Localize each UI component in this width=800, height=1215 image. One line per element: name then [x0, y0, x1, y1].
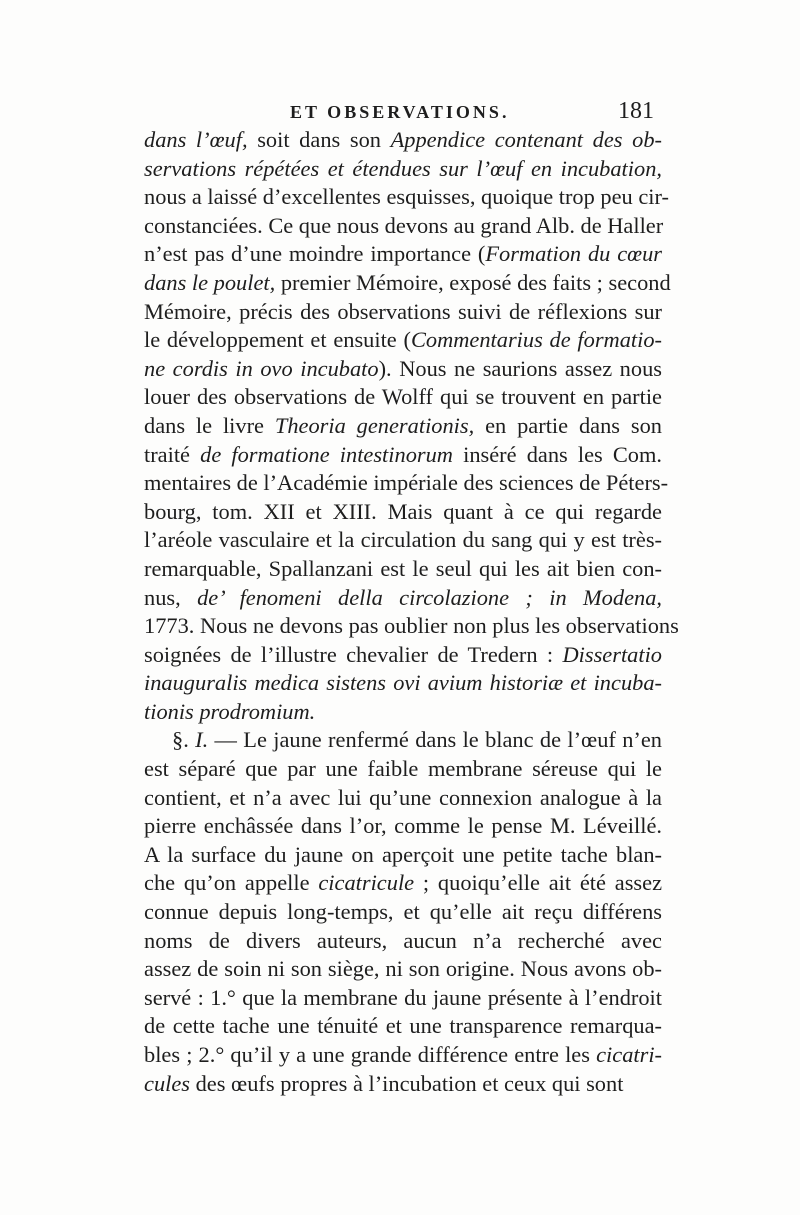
text-line — [144, 412, 662, 441]
text-run: de cette tache une ténuité et une transparence remarqua- — [144, 1013, 662, 1039]
text-run: nous a laissé d’excellentes esquisses, quoique trop peu cir- — [144, 184, 669, 210]
text-run: en partie dans son — [474, 412, 662, 438]
text-line — [144, 726, 662, 755]
text-line — [144, 784, 662, 813]
text-run: nus, — [144, 584, 198, 610]
text-line — [144, 526, 662, 555]
text-run: soignées de l’illustre chevalier de Tredern : — [144, 641, 563, 667]
text-run: ; quoiqu’elle ait été assez — [414, 870, 663, 896]
text-line — [144, 612, 679, 641]
text-run: mentaires de l’Académie impériale des sciences de Péters- — [144, 470, 669, 496]
italic-text: Formation du cœur — [485, 241, 662, 267]
text-run: traité — [144, 441, 201, 467]
text-line — [144, 1070, 662, 1099]
italic-text: inauguralis medica sistens ovi avium historiæ et incuba- — [144, 670, 662, 696]
italic-text: Dissertatio — [562, 641, 662, 667]
text-line — [144, 584, 662, 613]
text-line — [144, 240, 662, 269]
text-run: §. — [172, 727, 196, 753]
italic-text: de’ fenomeni della circolazione ; in Modena, — [197, 584, 662, 610]
text-line — [144, 869, 662, 898]
text-run: — Le jaune renfermé dans le blanc de l’œuf n’en — [208, 727, 663, 753]
text-line — [144, 641, 662, 670]
text-run: est séparé que par une faible membrane séreuse qui le — [144, 756, 662, 782]
text-run: louer des observations de Wolff qui se trouvent en partie — [144, 384, 662, 410]
text-run: bourg, tom. XII et XIII. Mais quant à ce qui regarde — [144, 498, 662, 524]
text-run: assez de soin ni son siège, ni son origine. Nous avons ob- — [144, 956, 662, 982]
text-line — [144, 212, 662, 241]
text-run: remarquable, Spallanzani est le seul qui les ait bien con- — [144, 555, 662, 581]
italic-text: dans le poulet, — [144, 269, 276, 295]
text-line — [144, 298, 662, 327]
italic-text: dans l’œuf, — [144, 127, 248, 152]
text-line — [144, 498, 662, 527]
text-line — [144, 841, 662, 870]
text-run: le développement et ensuite ( — [144, 327, 411, 353]
text-line — [144, 755, 662, 784]
text-run: contient, et n’a avec lui qu’une connexion analogue à la — [144, 784, 662, 810]
text-run: 1773. Nous ne devons pas oublier non plus les observations — [144, 613, 679, 639]
body-text — [144, 126, 679, 1098]
italic-text: Appendice contenant des ob- — [390, 127, 662, 152]
text-line — [144, 383, 662, 412]
text-line — [144, 183, 669, 212]
text-run: servé : 1.° que la membrane du jaune présente à l’endroit — [144, 984, 662, 1010]
text-run: dans le livre — [144, 412, 275, 438]
italic-text: cicatri- — [596, 1042, 662, 1067]
text-line — [144, 927, 662, 956]
text-line — [144, 355, 662, 384]
text-line — [144, 555, 662, 584]
running-head: ET OBSERVATIONS. — [290, 102, 510, 122]
text-line — [144, 1041, 662, 1070]
text-line — [144, 269, 671, 298]
text-line — [144, 984, 662, 1013]
page-number: 181 — [618, 98, 654, 124]
text-run: des œufs propres à l’incubation et ceux qui sont — [190, 1070, 624, 1096]
text-run: A la surface du jaune on aperçoit une petite tache blan- — [144, 841, 662, 867]
text-run: pierre enchâssée dans l’or, comme le pense M. Léveillé. — [144, 813, 662, 839]
italic-text: I. — [195, 727, 209, 753]
text-run: inséré dans les Com. — [452, 441, 663, 467]
italic-text: de formatione intestinorum — [200, 441, 453, 467]
text-run: n’est pas d’une moindre importance ( — [144, 241, 486, 267]
italic-text: servations répétées et étendues sur l’œuf en incubation, — [144, 155, 662, 181]
text-line — [144, 441, 662, 470]
text-run: bles ; 2.° qu’il y a une grande différence entre les — [144, 1042, 597, 1067]
text-run: constanciées. Ce que nous devons au grand Alb. de Haller — [144, 212, 664, 238]
text-run: premier Mémoire, exposé des faits ; second — [275, 269, 671, 295]
text-run: l’aréole vasculaire et la circulation du sang qui y est très- — [144, 527, 662, 553]
italic-text: cicatricule — [318, 870, 415, 896]
text-run: che qu’on appelle — [144, 870, 319, 896]
text-run: connue depuis long-temps, et qu’elle ait reçu différens — [144, 899, 662, 925]
italic-text: cules — [144, 1070, 191, 1096]
text-line — [144, 326, 662, 355]
text-line — [144, 155, 662, 184]
italic-text: Theoria generationis, — [274, 412, 475, 438]
italic-text: ne cordis in ovo incubato — [144, 355, 379, 381]
text-run: ). Nous ne saurions assez nous — [378, 355, 662, 381]
text-line — [144, 955, 662, 984]
text-line — [144, 698, 662, 727]
text-line — [144, 812, 662, 841]
text-run: soit dans son — [247, 127, 391, 152]
text-line — [144, 469, 669, 498]
italic-text: Commentarius de formatio- — [410, 327, 662, 353]
text-line — [144, 126, 662, 155]
text-run: noms de divers auteurs, aucun n’a recherché avec — [144, 927, 662, 953]
text-run: Mémoire, précis des observations suivi de réflexions sur — [144, 298, 662, 324]
italic-text: tionis prodromium. — [144, 698, 316, 724]
text-line — [144, 1012, 662, 1041]
text-line — [144, 898, 662, 927]
text-line — [144, 669, 662, 698]
